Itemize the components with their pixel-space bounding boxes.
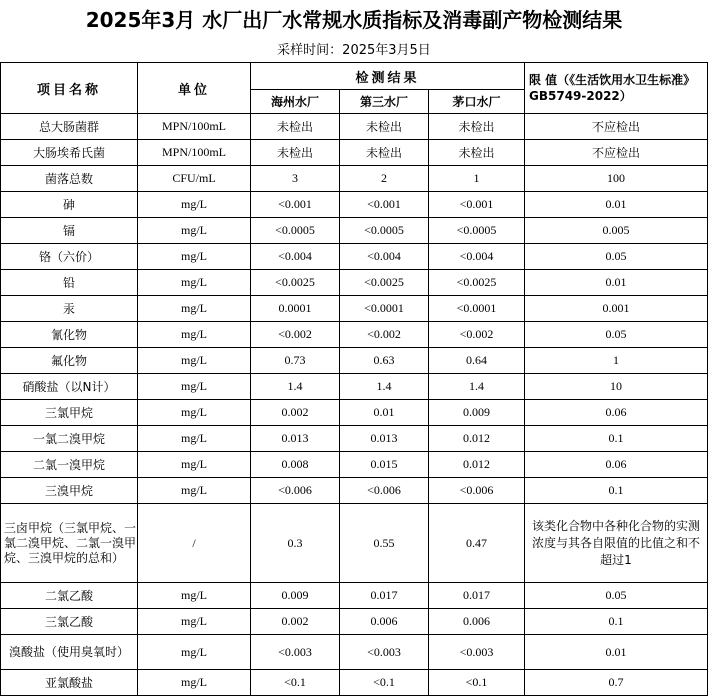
cell-third: 0.013 — [340, 426, 429, 452]
cell-haizhou: 0.013 — [251, 426, 340, 452]
cell-unit: mg/L — [138, 374, 251, 400]
cell-haizhou: <0.004 — [251, 244, 340, 270]
table-row — [1, 609, 708, 635]
cell-limit: 100 — [525, 166, 708, 192]
header-plant-third: 第三水厂 — [340, 90, 429, 114]
cell-unit: CFU/mL — [138, 166, 251, 192]
cell-haizhou: 0.73 — [251, 348, 340, 374]
header-plant-maokou: 茅口水厂 — [429, 90, 525, 114]
table-row — [1, 114, 708, 140]
cell-haizhou: 0.0001 — [251, 296, 340, 322]
cell-limit: 1 — [525, 348, 708, 374]
cell-third: 0.017 — [340, 583, 429, 609]
cell-unit: / — [138, 504, 251, 583]
cell-third: <0.0001 — [340, 296, 429, 322]
table-row — [1, 504, 708, 583]
cell-maokou: 0.017 — [429, 583, 525, 609]
cell-maokou: <0.001 — [429, 192, 525, 218]
cell-item-name: 二氯一溴甲烷 — [1, 452, 138, 478]
table-row — [1, 426, 708, 452]
table-row — [1, 166, 708, 192]
cell-third: 0.63 — [340, 348, 429, 374]
table-row — [1, 244, 708, 270]
cell-limit: 不应检出 — [525, 140, 708, 166]
cell-unit: mg/L — [138, 192, 251, 218]
cell-maokou: <0.004 — [429, 244, 525, 270]
cell-unit: MPN/100mL — [138, 114, 251, 140]
cell-item-name: 汞 — [1, 296, 138, 322]
cell-limit: 0.05 — [525, 322, 708, 348]
document-title: 2025年3月 水厂出厂水常规水质指标及消毒副产物检测结果 — [85, 8, 623, 32]
cell-third: <0.1 — [340, 670, 429, 696]
cell-maokou: <0.006 — [429, 478, 525, 504]
cell-haizhou: 0.002 — [251, 609, 340, 635]
cell-limit: 0.01 — [525, 270, 708, 296]
table-row — [1, 322, 708, 348]
table-row — [1, 583, 708, 609]
cell-unit: mg/L — [138, 322, 251, 348]
cell-maokou: 未检出 — [429, 114, 525, 140]
cell-item-name: 三卤甲烷（三氯甲烷、一氯二溴甲烷、二氯一溴甲烷、三溴甲烷的总和） — [1, 504, 138, 583]
results-table — [0, 62, 708, 696]
cell-item-name: 砷 — [1, 192, 138, 218]
cell-maokou: 0.009 — [429, 400, 525, 426]
cell-limit: 0.06 — [525, 400, 708, 426]
cell-third: 未检出 — [340, 114, 429, 140]
cell-maokou: 1 — [429, 166, 525, 192]
cell-maokou: <0.0025 — [429, 270, 525, 296]
cell-haizhou: <0.002 — [251, 322, 340, 348]
cell-item-name: 氰化物 — [1, 322, 138, 348]
cell-maokou: <0.002 — [429, 322, 525, 348]
cell-third: 0.55 — [340, 504, 429, 583]
cell-item-name: 大肠埃希氏菌 — [1, 140, 138, 166]
cell-maokou: 0.47 — [429, 504, 525, 583]
cell-haizhou: <0.003 — [251, 635, 340, 670]
cell-maokou: 0.64 — [429, 348, 525, 374]
cell-item-name: 硝酸盐（以N计） — [1, 374, 138, 400]
cell-third: <0.006 — [340, 478, 429, 504]
cell-unit: mg/L — [138, 244, 251, 270]
cell-limit: 0.005 — [525, 218, 708, 244]
cell-unit: mg/L — [138, 635, 251, 670]
cell-limit: 10 — [525, 374, 708, 400]
cell-item-name: 一氯二溴甲烷 — [1, 426, 138, 452]
header-results: 检测结果 — [251, 63, 525, 90]
table-row — [1, 348, 708, 374]
table-row — [1, 670, 708, 696]
cell-maokou: <0.003 — [429, 635, 525, 670]
cell-haizhou: <0.006 — [251, 478, 340, 504]
cell-maokou: 0.012 — [429, 452, 525, 478]
table-row — [1, 270, 708, 296]
cell-item-name: 总大肠菌群 — [1, 114, 138, 140]
cell-unit: mg/L — [138, 348, 251, 374]
cell-third: 0.006 — [340, 609, 429, 635]
cell-maokou: 未检出 — [429, 140, 525, 166]
table-row — [1, 218, 708, 244]
cell-limit: 该类化合物中各种化合物的实测浓度与其各自限值的比值之和不超过1 — [525, 504, 708, 583]
cell-limit: 0.001 — [525, 296, 708, 322]
cell-unit: mg/L — [138, 218, 251, 244]
table-row — [1, 635, 708, 670]
cell-item-name: 铅 — [1, 270, 138, 296]
cell-item-name: 二氯乙酸 — [1, 583, 138, 609]
cell-unit: mg/L — [138, 670, 251, 696]
cell-item-name: 溴酸盐（使用臭氧时） — [1, 635, 138, 670]
cell-unit: mg/L — [138, 426, 251, 452]
cell-item-name: 三氯乙酸 — [1, 609, 138, 635]
cell-haizhou: 3 — [251, 166, 340, 192]
cell-limit: 不应检出 — [525, 114, 708, 140]
table-body — [1, 114, 708, 696]
cell-third: <0.004 — [340, 244, 429, 270]
table-row — [1, 140, 708, 166]
cell-limit: 0.01 — [525, 635, 708, 670]
cell-limit: 0.7 — [525, 670, 708, 696]
cell-maokou: 0.012 — [429, 426, 525, 452]
cell-unit: mg/L — [138, 400, 251, 426]
header-unit: 单位 — [138, 63, 251, 114]
cell-item-name: 镉 — [1, 218, 138, 244]
cell-haizhou: 1.4 — [251, 374, 340, 400]
cell-haizhou: 未检出 — [251, 140, 340, 166]
cell-item-name: 三氯甲烷 — [1, 400, 138, 426]
cell-third: 0.015 — [340, 452, 429, 478]
cell-limit: 0.1 — [525, 609, 708, 635]
cell-item-name: 三溴甲烷 — [1, 478, 138, 504]
cell-unit: mg/L — [138, 296, 251, 322]
cell-haizhou: <0.001 — [251, 192, 340, 218]
cell-haizhou: 0.002 — [251, 400, 340, 426]
cell-maokou: <0.0005 — [429, 218, 525, 244]
cell-limit: 0.1 — [525, 426, 708, 452]
cell-item-name: 铬（六价） — [1, 244, 138, 270]
cell-third: 1.4 — [340, 374, 429, 400]
cell-unit: MPN/100mL — [138, 140, 251, 166]
cell-unit: mg/L — [138, 583, 251, 609]
cell-unit: mg/L — [138, 452, 251, 478]
cell-haizhou: <0.0025 — [251, 270, 340, 296]
table-row — [1, 478, 708, 504]
cell-third: 2 — [340, 166, 429, 192]
cell-haizhou: 未检出 — [251, 114, 340, 140]
cell-haizhou: 0.009 — [251, 583, 340, 609]
cell-third: <0.003 — [340, 635, 429, 670]
cell-third: <0.001 — [340, 192, 429, 218]
table-row — [1, 374, 708, 400]
cell-limit: 0.1 — [525, 478, 708, 504]
cell-third: <0.0005 — [340, 218, 429, 244]
cell-maokou: <0.1 — [429, 670, 525, 696]
header-item-name: 项目名称 — [1, 63, 138, 114]
cell-third: <0.002 — [340, 322, 429, 348]
cell-item-name: 菌落总数 — [1, 166, 138, 192]
cell-haizhou: <0.0005 — [251, 218, 340, 244]
cell-haizhou: <0.1 — [251, 670, 340, 696]
cell-unit: mg/L — [138, 478, 251, 504]
header-plant-haizhou: 海州水厂 — [251, 90, 340, 114]
cell-third: 0.01 — [340, 400, 429, 426]
cell-limit: 0.05 — [525, 583, 708, 609]
cell-maokou: <0.0001 — [429, 296, 525, 322]
cell-limit: 0.01 — [525, 192, 708, 218]
table-row — [1, 400, 708, 426]
cell-unit: mg/L — [138, 609, 251, 635]
cell-haizhou: 0.3 — [251, 504, 340, 583]
sampling-date: 采样时间：2025年3月5日 — [277, 43, 431, 58]
table-row — [1, 192, 708, 218]
table-row — [1, 452, 708, 478]
header-limit: 限 值（《生活饮用水卫生标准》GB5749-2022） — [525, 63, 708, 114]
cell-haizhou: 0.008 — [251, 452, 340, 478]
cell-maokou: 0.006 — [429, 609, 525, 635]
cell-limit: 0.05 — [525, 244, 708, 270]
table-row — [1, 296, 708, 322]
cell-unit: mg/L — [138, 270, 251, 296]
cell-limit: 0.06 — [525, 452, 708, 478]
cell-maokou: 1.4 — [429, 374, 525, 400]
cell-third: 未检出 — [340, 140, 429, 166]
cell-item-name: 亚氯酸盐 — [1, 670, 138, 696]
cell-third: <0.0025 — [340, 270, 429, 296]
cell-item-name: 氟化物 — [1, 348, 138, 374]
